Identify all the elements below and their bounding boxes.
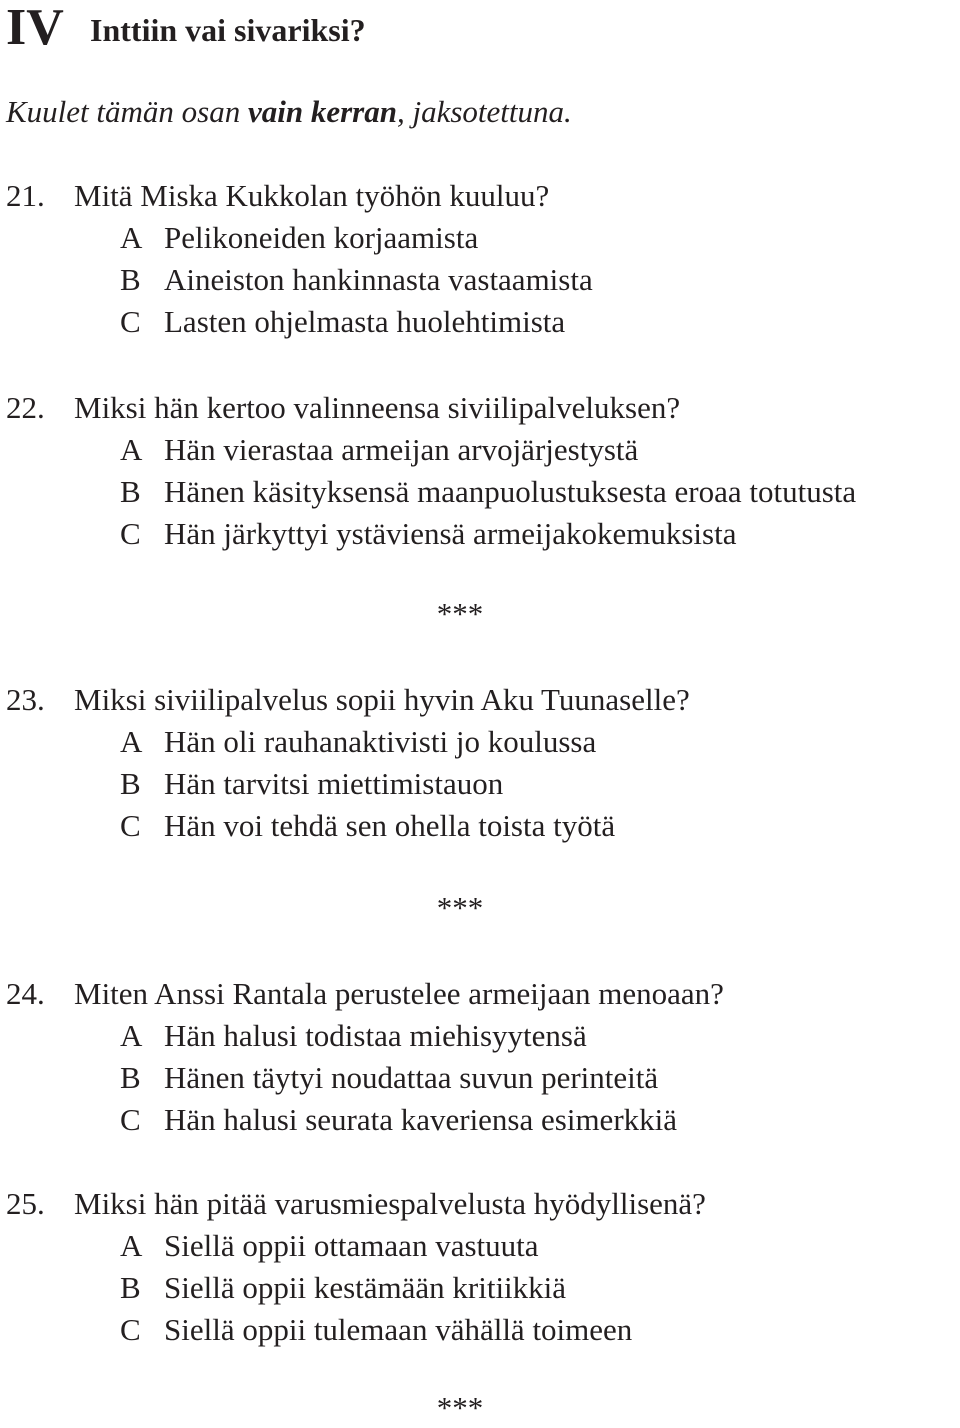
question-number: 21. [6, 178, 45, 213]
option-text: Hänen täytyi noudattaa suvun perinteitä [164, 1060, 659, 1095]
option-text: Hän halusi seurata kaveriensa esimerkkiä [164, 1102, 678, 1137]
question-text: Miksi hän pitää varusmiespalvelusta hyödyllisenä? [74, 1186, 706, 1221]
question-text: Miksi hän kertoo valinneensa siviilipalveluksen? [74, 390, 681, 425]
question-text: Miten Anssi Rantala perustelee armeijaan menoaan? [74, 976, 724, 1011]
option-letter: A [120, 1018, 143, 1053]
option-text: Hän järkyttyi ystäviensä armeijakokemuksista [164, 516, 737, 551]
instruction-pre: Kuulet tämän osan [6, 94, 248, 129]
option-text: Hän vierastaa armeijan arvojärjestystä [164, 432, 639, 467]
question-number: 23. [6, 682, 45, 717]
option-letter: B [120, 1270, 141, 1305]
option-text: Siellä oppii tulemaan vähällä toimeen [164, 1312, 633, 1347]
option-letter: A [120, 1228, 143, 1263]
option-letter: B [120, 1060, 141, 1095]
option-text: Hän voi tehdä sen ohella toista työtä [164, 808, 616, 843]
option-text: Lasten ohjelmasta huolehtimista [164, 304, 566, 339]
option-letter: C [120, 304, 141, 339]
option-letter: A [120, 724, 143, 759]
option-text: Aineiston hankinnasta vastaamista [164, 262, 593, 297]
section-separator: *** [436, 596, 484, 631]
option-text: Hän oli rauhanaktivisti jo koulussa [164, 724, 597, 759]
option-text: Hänen käsityksensä maanpuolustuksesta eroaa totutusta [164, 474, 857, 509]
option-letter: C [120, 808, 141, 843]
section-title: Inttiin vai sivariksi? [90, 12, 366, 48]
option-letter: C [120, 1312, 141, 1347]
question-number: 25. [6, 1186, 45, 1221]
instruction-emphasis: vain kerran [247, 94, 397, 129]
question-text: Mitä Miska Kukkolan työhön kuuluu? [74, 178, 550, 213]
option-letter: B [120, 766, 141, 801]
option-text: Siellä oppii ottamaan vastuuta [164, 1228, 539, 1263]
option-text: Hän tarvitsi miettimistauon [164, 766, 504, 801]
question-number: 24. [6, 976, 45, 1011]
question-text: Miksi siviilipalvelus sopii hyvin Aku Tuunaselle? [74, 682, 690, 717]
section-separator: *** [436, 1390, 484, 1425]
part-number: IV [6, 0, 64, 56]
option-letter: C [120, 1102, 141, 1137]
instruction-text [6, 92, 572, 132]
section-separator: *** [436, 890, 484, 925]
option-letter: A [120, 220, 143, 255]
option-letter: B [120, 474, 141, 509]
option-letter: B [120, 262, 141, 297]
instruction-post: , jaksotettuna. [396, 94, 572, 129]
option-text: Siellä oppii kestämään kritiikkiä [164, 1270, 567, 1305]
option-letter: A [120, 432, 143, 467]
question-number: 22. [6, 390, 45, 425]
option-text: Hän halusi todistaa miehisyytensä [164, 1018, 587, 1053]
option-letter: C [120, 516, 141, 551]
option-text: Pelikoneiden korjaamista [164, 220, 479, 255]
